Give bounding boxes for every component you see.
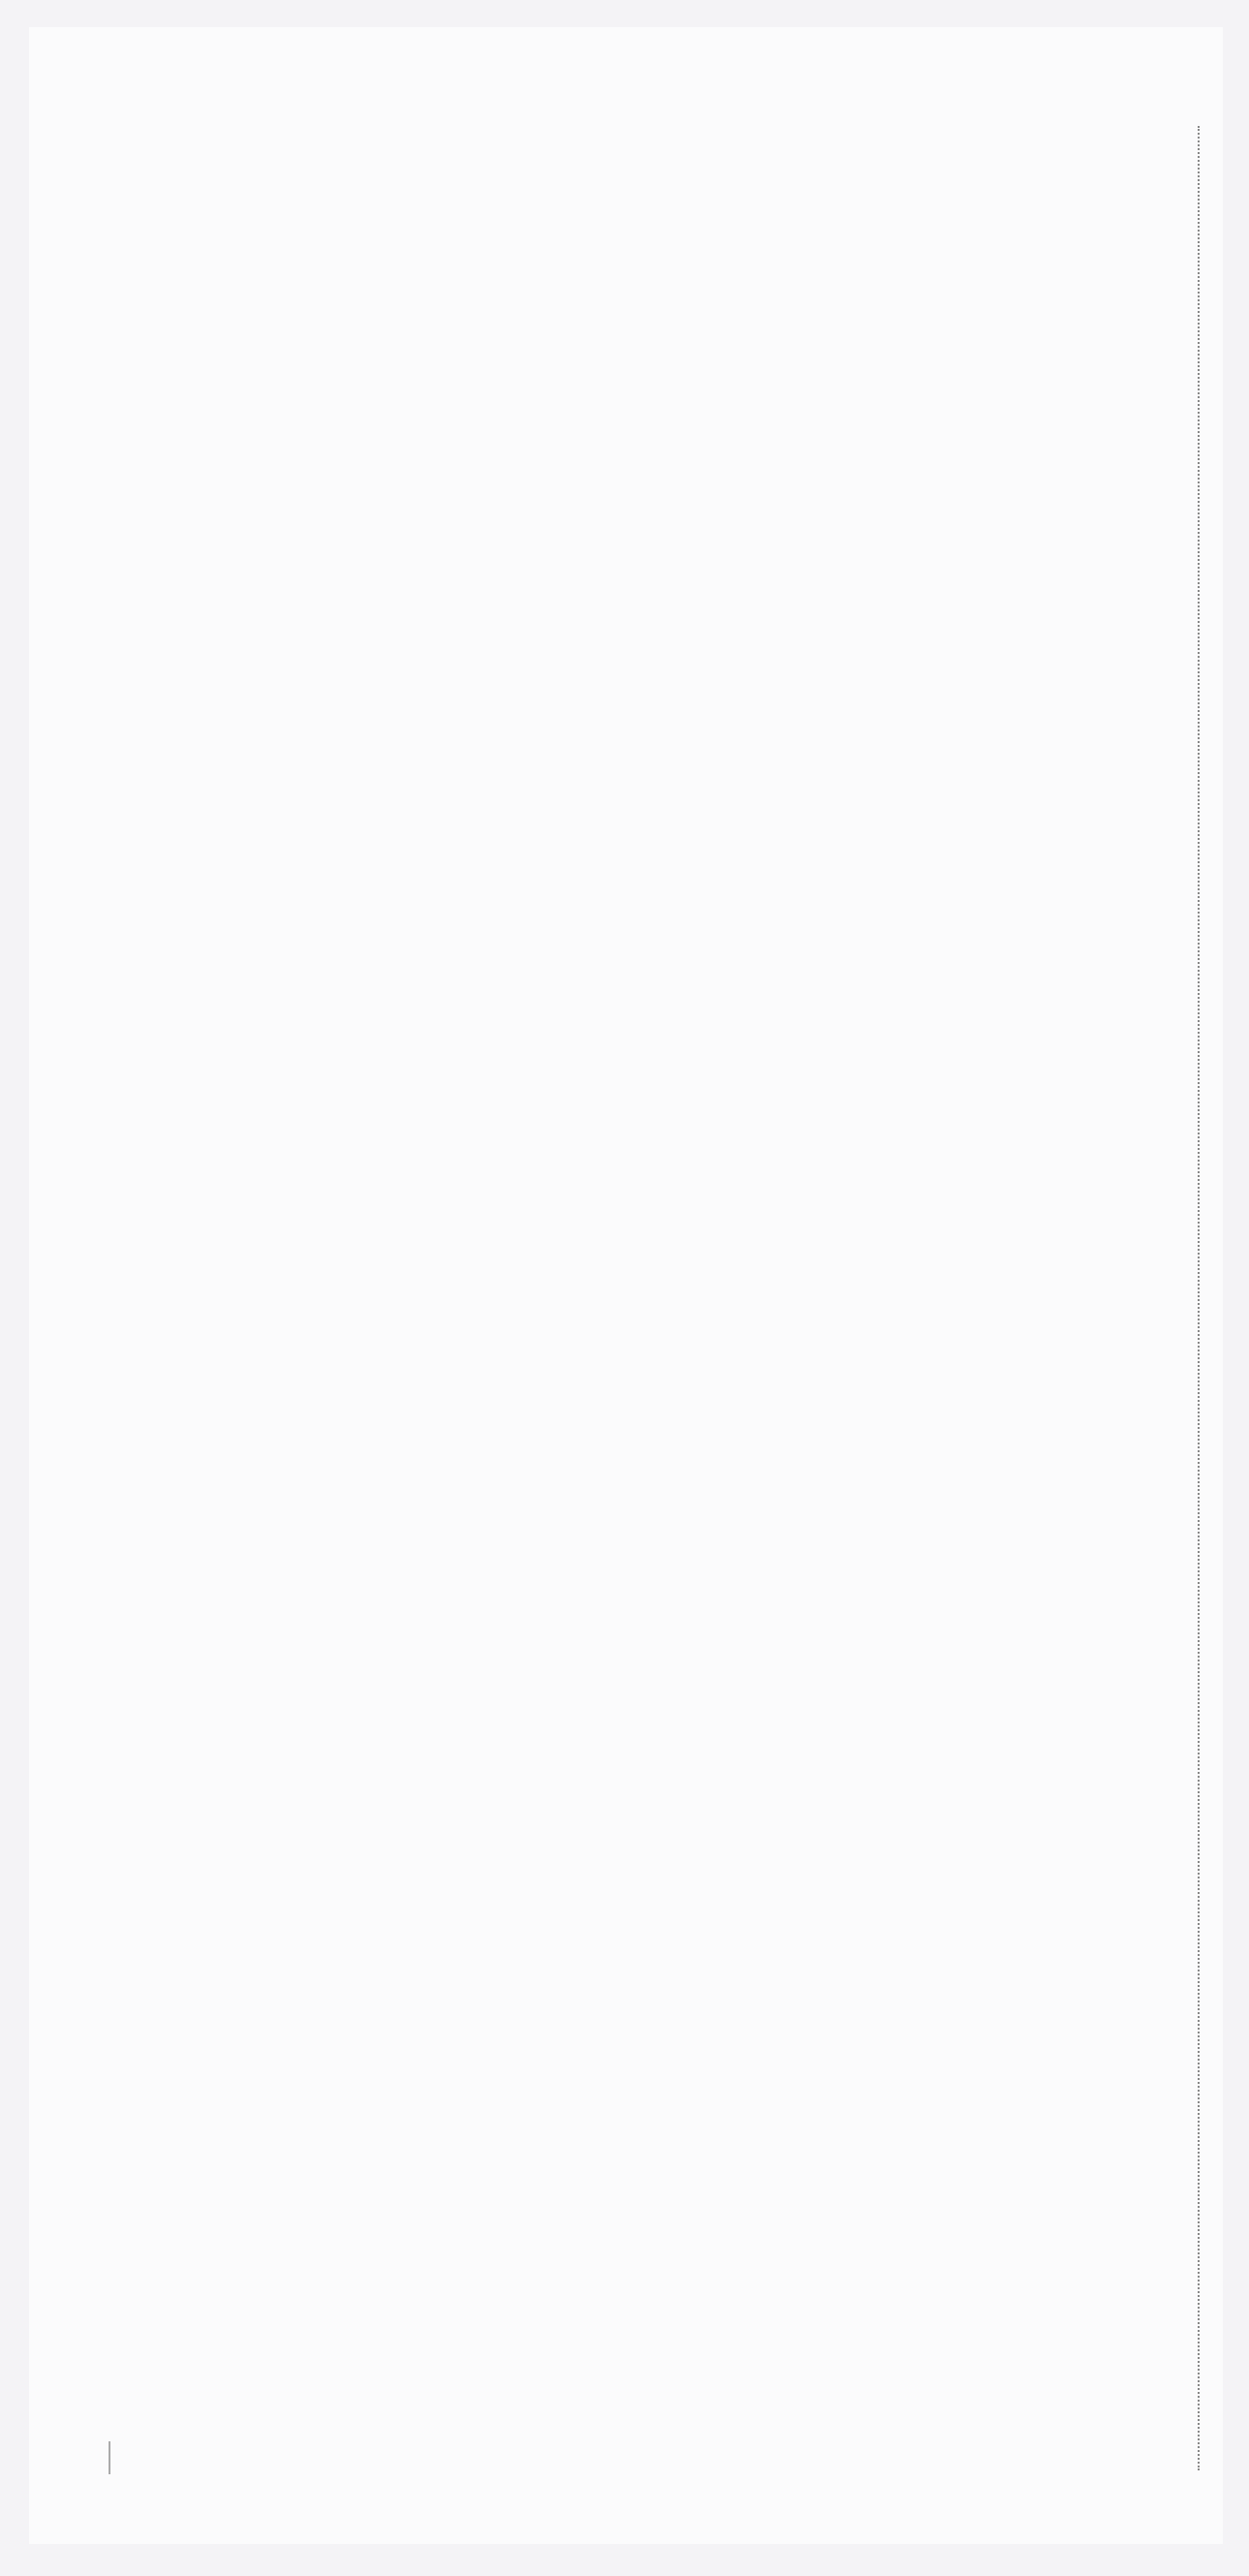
page bbox=[29, 27, 1223, 2544]
margin-dotted-line bbox=[1198, 126, 1200, 2470]
footer-divider bbox=[109, 2441, 110, 2474]
page-footer bbox=[70, 2441, 159, 2474]
